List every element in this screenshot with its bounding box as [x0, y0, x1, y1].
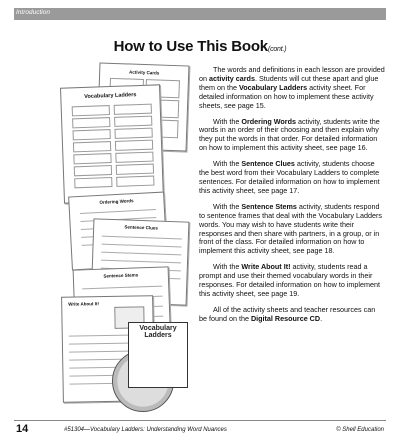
term-digital-resource-cd: Digital Resource CD	[250, 313, 321, 323]
footer-book-title: #51304—Vocabulary Ladders: Understanding Word Nuances	[64, 427, 227, 433]
paragraph-sentence-stems: With the Sentence Stems activity, students respond to sentence frames that deal with the Vocabulary Ladders words. You may wish to have students write their responses and then share with partners, in a group, or in front of the class. For detailed information on how to implement this activity sheet, see page 18.	[199, 201, 382, 256]
page-title-cont: (cont.)	[267, 46, 287, 53]
sheet-title-sentence-stems: Sentence Stems	[103, 272, 139, 279]
sheet-title-activity-cards: Activity Cards	[128, 69, 160, 76]
term-activity-cards: activity cards	[209, 73, 255, 83]
paragraph-sentence-clues: With the Sentence Clues activity, students choose the best word from their Vocabulary Ladders to complete sentences. For detailed information on how to implement this activity sheet, see page 17.	[199, 159, 380, 195]
paragraph-ordering-words: With the Ordering Words activity, students write the words in an order of their choosing and then explain why they put the words in that order. For detailed information on how to implement this activity sheet, see page 16.	[199, 116, 380, 153]
section-label: Introduction	[16, 9, 50, 16]
instructions-text	[199, 66, 385, 331]
term-write-about-it: Write About It!	[241, 262, 291, 272]
paragraph-write-about-it: With the Write About It! activity, students read a prompt and use their themed vocabulary words in their responses. For detailed information on how to implement this activity sheet, see page 19.	[199, 262, 380, 298]
term-sentence-stems: Sentence Stems	[241, 201, 297, 211]
footer-rule	[14, 420, 386, 421]
sheet-title-ordering-words: Ordering Words	[99, 198, 134, 205]
sheet-vocabulary-ladders	[60, 84, 164, 203]
page-number: 14	[16, 423, 29, 435]
paragraph-digital-resource-cd: All of the activity sheets and teacher resources can be found on the Digital Resource CD.	[199, 304, 376, 323]
sheet-title-write-about-it: Write About It!	[68, 301, 100, 307]
sheet-title-vocabulary-ladders: Vocabulary Ladders	[84, 92, 137, 100]
sheet-title-sentence-clues: Sentence Clues	[124, 224, 159, 231]
section-header-bar	[14, 8, 386, 20]
cd-cover-label: Vocabulary Ladders	[128, 322, 188, 388]
activity-sheets-illustration	[40, 60, 190, 416]
page-title-main: How to Use This Book	[113, 38, 268, 55]
term-ordering-words: Ordering Words	[241, 116, 296, 126]
page-title	[0, 38, 400, 55]
term-vocabulary-ladders: Vocabulary Ladders	[238, 82, 308, 92]
paragraph-activity-cards: The words and definitions in each lesson are provided on activity cards. Students will cut these apart and glue them on the Vocabulary Ladders activity sheet. For detailed information on how to implement these activity sheets, see page 15.	[199, 65, 385, 110]
term-sentence-clues: Sentence Clues	[241, 159, 295, 169]
footer-publisher: © Shell Education	[336, 427, 384, 433]
